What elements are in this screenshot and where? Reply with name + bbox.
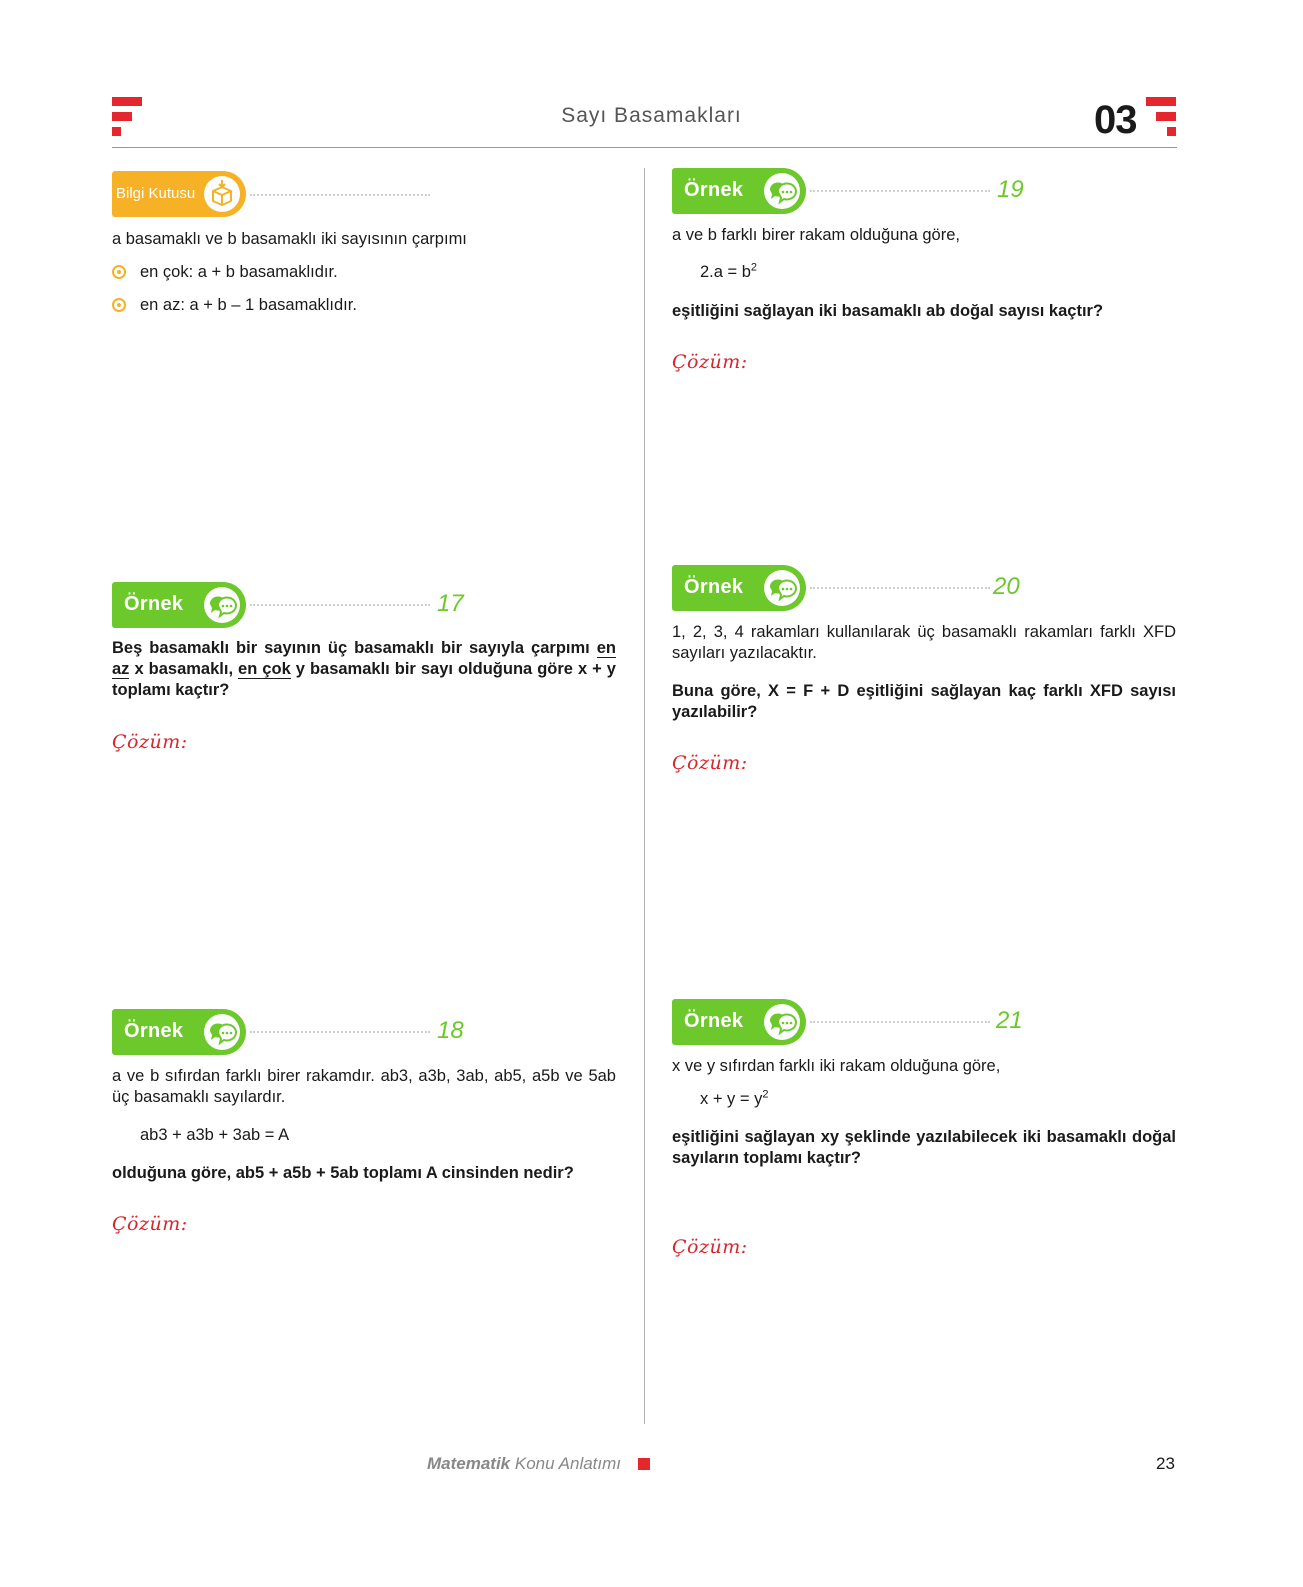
example-label: Örnek (124, 593, 184, 615)
footer-book-title: Matematik Konu Anlatımı (427, 1454, 622, 1473)
example-21-text: x ve y sıfırdan farklı iki rakam olduğuna göre, (672, 1057, 1001, 1075)
example-18-equation: ab3 + a3b + 3ab = A (140, 1126, 290, 1144)
example-number: 17 (437, 590, 464, 617)
speech-bubbles-icon (764, 173, 800, 209)
dotted-leader (250, 1031, 430, 1033)
example-number: 21 (996, 1007, 1023, 1034)
example-label: Örnek (684, 576, 744, 598)
info-box-intro: a basamaklı ve b basamaklı iki sayısının çarpımı (112, 230, 467, 248)
example-label: Örnek (684, 179, 744, 201)
column-divider (644, 168, 645, 1424)
solution-label: Çözüm: (672, 1236, 748, 1258)
speech-bubbles-icon (204, 587, 240, 623)
solution-label: Çözüm: (112, 1213, 188, 1235)
solution-label: Çözüm: (672, 752, 748, 774)
info-bullet-2: en az: a + b – 1 basamaklıdır. (140, 296, 357, 314)
dotted-leader (810, 587, 990, 589)
speech-bubbles-icon (764, 570, 800, 606)
bullet-ring-icon (112, 265, 126, 279)
example-number: 18 (437, 1017, 464, 1044)
example-badge (672, 999, 806, 1045)
solution-label: Çözüm: (112, 731, 188, 753)
dotted-leader (810, 1021, 990, 1023)
dotted-leader (250, 194, 430, 196)
example-badge (112, 1009, 246, 1055)
example-21-question: eşitliğini sağlayan xy şeklinde yazılabilecek iki basamaklı doğal sayıların toplamı kaçtır? (672, 1128, 1176, 1167)
example-number: 19 (997, 176, 1024, 203)
page-number: 23 (1156, 1454, 1175, 1473)
example-label: Örnek (124, 1020, 184, 1042)
example-20-text: 1, 2, 3, 4 rakamları kullanılarak üç basamaklı rakamları farklı XFD sayıları yazılacaktır. (672, 623, 1176, 662)
bullet-ring-icon (112, 298, 126, 312)
speech-bubbles-icon (204, 1014, 240, 1050)
info-box-badge (112, 171, 246, 217)
example-badge (672, 168, 806, 214)
footer-marker (638, 1458, 650, 1470)
info-bullet-1: en çok: a + b basamaklıdır. (140, 263, 338, 281)
example-21-equation: $x + y = y^2$ (700, 1088, 769, 1108)
dotted-leader (810, 190, 990, 192)
example-label: Örnek (684, 1010, 744, 1032)
example-17-question: Beş basamaklı bir sayının üç basamaklı bir sayıyla çarpımı en az x basamaklı, en çok y basamaklı bir sayı olduğuna göre x + y toplamı kaçtır? (112, 639, 616, 699)
chapter-number: 03 (1094, 98, 1137, 142)
speech-bubbles-icon (764, 1004, 800, 1040)
page-title: Sayı Basamakları (561, 104, 742, 127)
info-box-label: Bilgi Kutusu (116, 185, 196, 202)
example-20-question: Buna göre, X = F + D eşitliğini sağlayan kaç farklı XFD sayısı yazılabilir? (672, 682, 1176, 721)
solution-label: Çözüm: (672, 351, 748, 373)
box-icon (204, 176, 240, 212)
example-19-text: a ve b farklı birer rakam olduğuna göre, (672, 226, 960, 244)
header-divider (112, 147, 1177, 148)
example-18-text: a ve b sıfırdan farklı birer rakamdır. ab3, a3b, 3ab, ab5, a5b ve 5ab üç basamaklı sayılardır. (112, 1067, 616, 1106)
brand-logo-right (1146, 97, 1176, 137)
example-badge (672, 565, 806, 611)
example-19-equation: $2.a = b^2$ (700, 261, 758, 281)
dotted-leader (250, 604, 430, 606)
example-badge (112, 582, 246, 628)
example-number: 20 (993, 573, 1020, 600)
example-18-question: olduğuna göre, ab5 + a5b + 5ab toplamı A cinsinden nedir? (112, 1164, 574, 1182)
example-19-question: eşitliğini sağlayan iki basamaklı ab doğal sayısı kaçtır? (672, 302, 1104, 320)
